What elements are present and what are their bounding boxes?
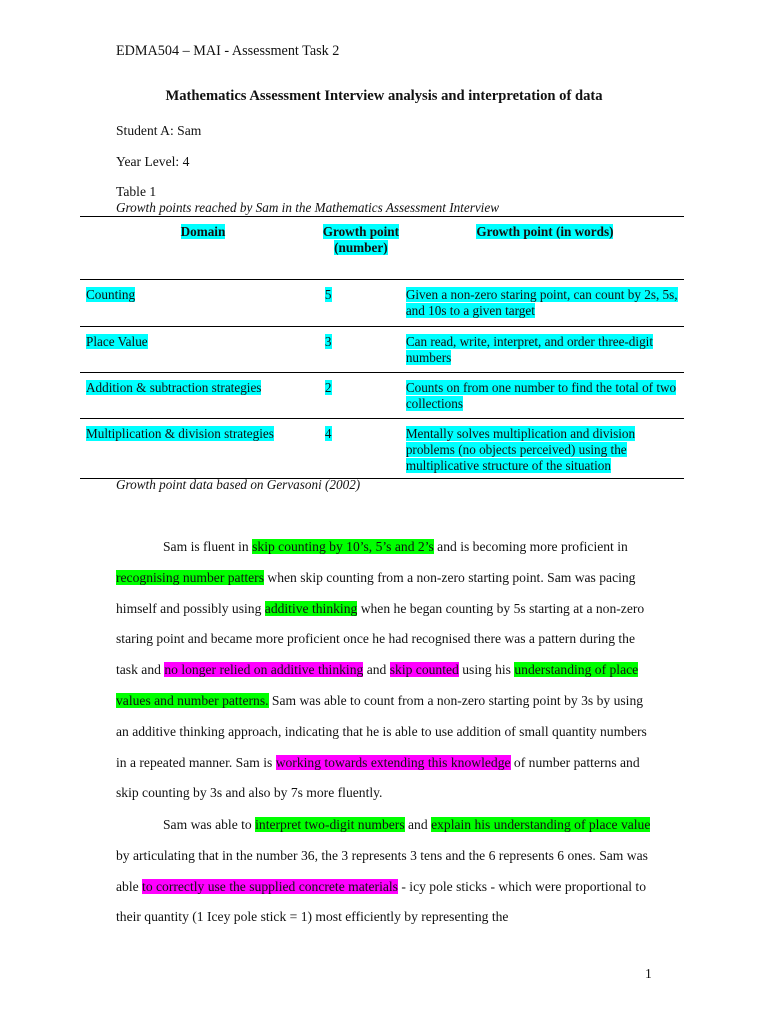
text-run: Sam was able to: [163, 817, 256, 832]
text-run: and: [363, 662, 390, 678]
table-row: [80, 327, 684, 373]
text-run: and is becoming more proficient in: [433, 539, 628, 554]
highlighted-text: explain his understanding of place value: [431, 817, 651, 832]
highlighted-text: no longer relied on additive thinking: [164, 662, 364, 678]
cell-domain: Counting: [86, 287, 136, 302]
cell-number: 3: [324, 334, 332, 349]
paragraph-text: [116, 532, 656, 809]
text-run: Sam is fluent in: [163, 539, 253, 554]
table-row: [80, 419, 684, 479]
text-run: using his: [458, 662, 515, 678]
page-number: 1: [645, 966, 652, 981]
text-run: when he began counting by 5s starting at a non-zero staring point and became more proficient once he had recognised there was a pattern during the task and: [116, 600, 645, 678]
header-growth-point-words: Growth point (in words): [476, 224, 614, 239]
highlighted-text: skip counting by 10’s, 5’s and 2’s: [252, 539, 434, 554]
highlighted-text: recognising number patters: [116, 569, 264, 585]
cell-number: 2: [324, 380, 332, 395]
text-run: by articulating that in the number 36, the 3 represents 3 tens and the 6 represents 6 ones. Sam was able: [116, 847, 648, 894]
cell-domain: Addition & subtraction strategies: [86, 380, 262, 395]
highlighted-text: working towards extending this knowledge: [275, 754, 511, 770]
table-row: [80, 280, 684, 327]
highlighted-text: to correctly use the supplied concrete materials: [142, 878, 398, 894]
cell-domain: Place Value: [86, 334, 148, 349]
cell-words: Mentally solves multiplication and division problems (no objects perceived) using the multiplicative structure of the situation: [405, 426, 636, 473]
table-source-note: Growth point data based on Gervasoni (2002): [116, 477, 361, 492]
text-run: when skip counting from a non-zero starting point. Sam was pacing himself and possibly using: [116, 569, 636, 616]
text-run: - icy pole sticks - which were proportional to their quantity (1 Icey pole stick = 1) most efficiently by representing the: [116, 878, 646, 925]
table-header-row: [80, 217, 684, 280]
table-label: Table 1: [116, 184, 157, 199]
document-header: EDMA504 – MAI - Assessment Task 2: [116, 43, 340, 59]
analysis-paragraph-1: [116, 532, 656, 809]
header-growth-point-number: Growth point (number): [322, 224, 400, 255]
cell-words: Given a non-zero staring point, can count by 2s, 5s, and 10s to a given target: [405, 287, 678, 318]
cell-words: Can read, write, interpret, and order three-digit numbers: [405, 334, 653, 365]
highlighted-text: skip counted: [389, 662, 459, 678]
student-name: Student A: Sam: [116, 123, 202, 138]
highlighted-text: interpret two-digit numbers: [255, 817, 405, 832]
text-run: of number patterns and skip counting by 3s and also by 7s more fluently.: [116, 754, 640, 801]
text-run: Sam was able to count from a non-zero starting point by 3s by using an additive thinking approach, indicating that he is able to use addition of small quantity numbers in a repeated manner. Sam is: [116, 692, 647, 770]
cell-words: Counts on from one number to find the total of two collections: [405, 380, 677, 411]
table-row: [80, 373, 684, 419]
year-level: Year Level: 4: [116, 154, 190, 169]
table-caption: Growth points reached by Sam in the Mathematics Assessment Interview: [116, 200, 499, 215]
document-title: Mathematics Assessment Interview analysis and interpretation of data: [165, 88, 603, 104]
highlighted-text: understanding of place values and number patterns.: [116, 662, 639, 708]
highlighted-text: additive thinking: [264, 600, 358, 616]
cell-number: 4: [324, 426, 332, 441]
cell-number: 5: [324, 287, 332, 302]
text-run: and: [404, 817, 432, 832]
header-domain: Domain: [180, 224, 226, 239]
analysis-paragraph-2: [116, 810, 656, 933]
paragraph-text: [116, 810, 656, 933]
cell-domain: Multiplication & division strategies: [86, 426, 274, 441]
growth-points-table: [80, 216, 684, 479]
